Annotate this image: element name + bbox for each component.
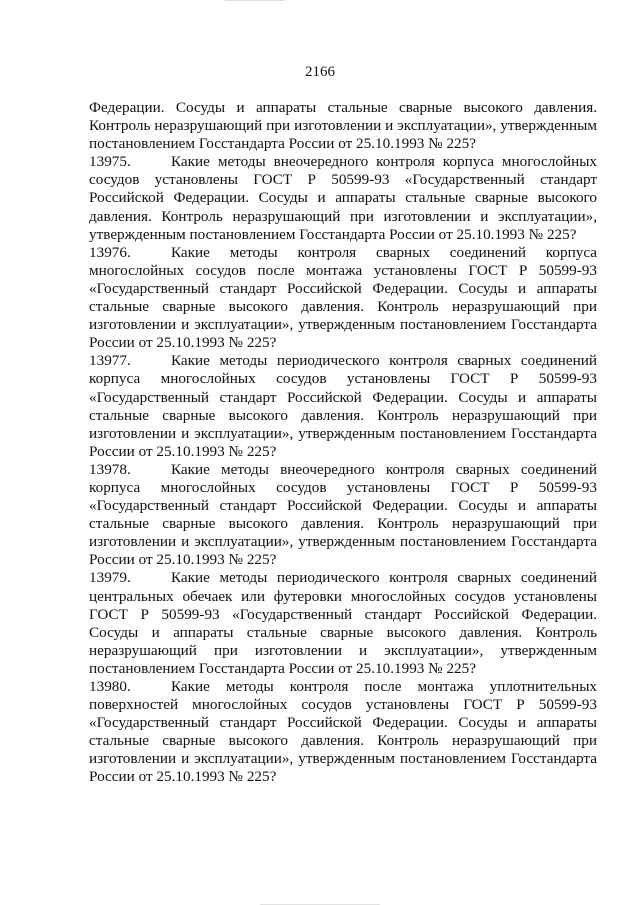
- scan-artifact-top: [225, 0, 285, 1]
- question-paragraph: [89, 352, 597, 461]
- question-text: Какие методы периодического контроля сварных соединений центральных обечаек или футеровки многослойных сосудов установлены ГОСТ Р 50599-93 «Государственный стандарт Российской Федерации. Сосуды и аппараты стальные сварные высокого давления. Контроль неразрушающий при изготовлении и эксплуатации», утвержденным постановлением Госстандарта России от 25.10.1993 № 225?: [89, 569, 597, 677]
- page-number: 2166: [305, 64, 335, 80]
- question-text: Какие методы внеочередного контроля корпуса многослойных сосудов установлены ГОСТ Р 50599-93 «Государственный стандарт Российской Федерации. Сосуды и аппараты стальные сварные высокого давления. Контроль неразрушающий при изготовлении и эксплуатации», утвержденным постановлением Госстандарта России от 25.10.1993 № 225?: [89, 153, 597, 243]
- question-paragraph: [89, 244, 597, 353]
- document-body: [89, 99, 597, 787]
- question-text: Какие методы внеочередного контроля сварных соединений корпуса многослойных сосудов установлены ГОСТ Р 50599-93 «Государственный стандарт Российской Федерации. Сосуды и аппараты стальные сварные высокого давления. Контроль неразрушающий при изготовлении и эксплуатации», утвержденным постановлением Госстандарта России от 25.10.1993 № 225?: [89, 460, 597, 569]
- question-paragraph: [89, 569, 597, 678]
- question-text: Какие методы периодического контроля сварных соединений корпуса многослойных сосудов установлены ГОСТ Р 50599-93 «Государственный стандарт Российской Федерации. Сосуды и аппараты стальные сварные высокого давления. Контроль неразрушающий при изготовлении и эксплуатации», утвержденным постановлением Госстандарта России от 25.10.1993 № 225?: [89, 352, 597, 460]
- question-paragraph: [89, 153, 597, 243]
- question-text: Какие методы контроля сварных соединений корпуса многослойных сосудов после монтажа установлены ГОСТ Р 50599-93 «Государственный стандарт Российской Федерации. Сосуды и аппараты стальные сварные высокого давления. Контроль неразрушающий при изготовлении и эксплуатации», утвержденным постановлением Госстандарта России от 25.10.1993 № 225?: [89, 243, 597, 352]
- question-number: 13980.: [89, 678, 131, 695]
- question-number: 13978.: [89, 460, 131, 478]
- question-text: Какие методы контроля после монтажа уплотнительных поверхностей многослойных сосудов установлены ГОСТ Р 50599-93 «Государственный стандарт Российской Федерации. Сосуды и аппараты стальные сварные высокого давления. Контроль неразрушающий при изготовлении и эксплуатации», утвержденным постановлением Госстандарта России от 25.10.1993 № 225?: [89, 678, 597, 786]
- intro-paragraph: Федерации. Сосуды и аппараты стальные сварные высокого давления. Контроль неразрушающий при изготовлении и эксплуатации», утвержденным постановлением Госстандарта России от 25.10.1993 № 225?: [89, 99, 597, 153]
- question-paragraph: [89, 461, 597, 570]
- question-number: 13975.: [89, 153, 131, 171]
- question-number: 13979.: [89, 569, 131, 587]
- question-paragraph: [89, 678, 597, 787]
- question-number: 13976.: [89, 243, 131, 261]
- question-number: 13977.: [89, 352, 131, 370]
